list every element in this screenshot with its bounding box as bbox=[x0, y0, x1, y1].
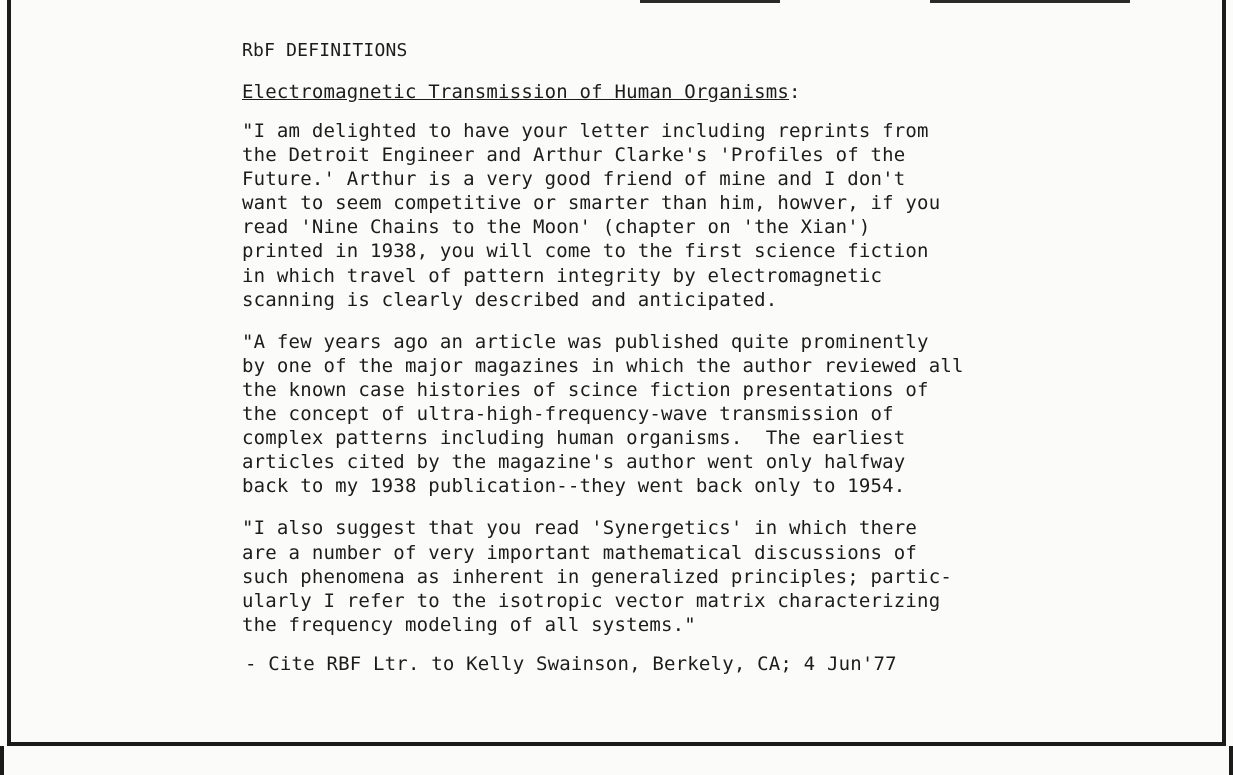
text-line: are a number of very important mathematical discussions of bbox=[242, 541, 918, 564]
text-line: the known case histories of scince fiction presentations of bbox=[242, 378, 929, 401]
text-line: want to seem competitive or smarter than him, howver, if you bbox=[242, 192, 941, 215]
text-line: "I also suggest that you read 'Synergetics' in which there bbox=[242, 517, 918, 540]
text-line: read 'Nine Chains to the Moon' (chapter on 'the Xian') bbox=[242, 216, 871, 239]
quote-paragraph-3 bbox=[242, 516, 1162, 636]
definition-card bbox=[242, 38, 1162, 677]
text-line: the Detroit Engineer and Arthur Clarke's 'Profiles of the bbox=[242, 144, 906, 167]
text-line: articles cited by the magazine's author went only halfway bbox=[242, 451, 906, 474]
quote-paragraph-1 bbox=[242, 119, 1162, 312]
text-line: scanning is clearly described and anticipated. bbox=[242, 288, 778, 311]
card-header: RbF DEFINITIONS bbox=[242, 40, 408, 61]
text-line: the concept of ultra-high-frequency-wave transmission of bbox=[242, 403, 894, 426]
text-line: Future.' Arthur is a very good friend of mine and I don't bbox=[242, 168, 906, 191]
text-line: printed in 1938, you will come to the first science fiction bbox=[242, 240, 929, 263]
text-line: back to my 1938 publication--they went back only to 1954. bbox=[242, 475, 906, 498]
text-line: such phenomena as inherent in generalized principles; partic- bbox=[242, 565, 952, 588]
next-card-edge bbox=[0, 746, 1233, 775]
text-line: complex patterns including human organisms. The earliest bbox=[242, 427, 906, 450]
text-line: by one of the major magazines in which the author reviewed all bbox=[242, 354, 964, 377]
text-line: the frequency modeling of all systems." bbox=[242, 613, 696, 636]
subheading-title: Electromagnetic Transmission of Human Organisms bbox=[242, 81, 790, 103]
citation-line: - Cite RBF Ltr. to Kelly Swainson, Berkely, CA; 4 Jun'77 bbox=[245, 652, 897, 675]
quote-paragraph-2 bbox=[242, 330, 1162, 499]
text-line: "I am delighted to have your letter including reprints from bbox=[242, 120, 929, 142]
subheading bbox=[242, 79, 1162, 105]
text-line: ularly I refer to the isotropic vector matrix characterizing bbox=[242, 589, 941, 612]
subheading-colon: : bbox=[789, 81, 801, 103]
text-line: in which travel of pattern integrity by electromagnetic bbox=[242, 264, 883, 287]
text-line: "A few years ago an article was published quite prominently bbox=[242, 330, 929, 353]
